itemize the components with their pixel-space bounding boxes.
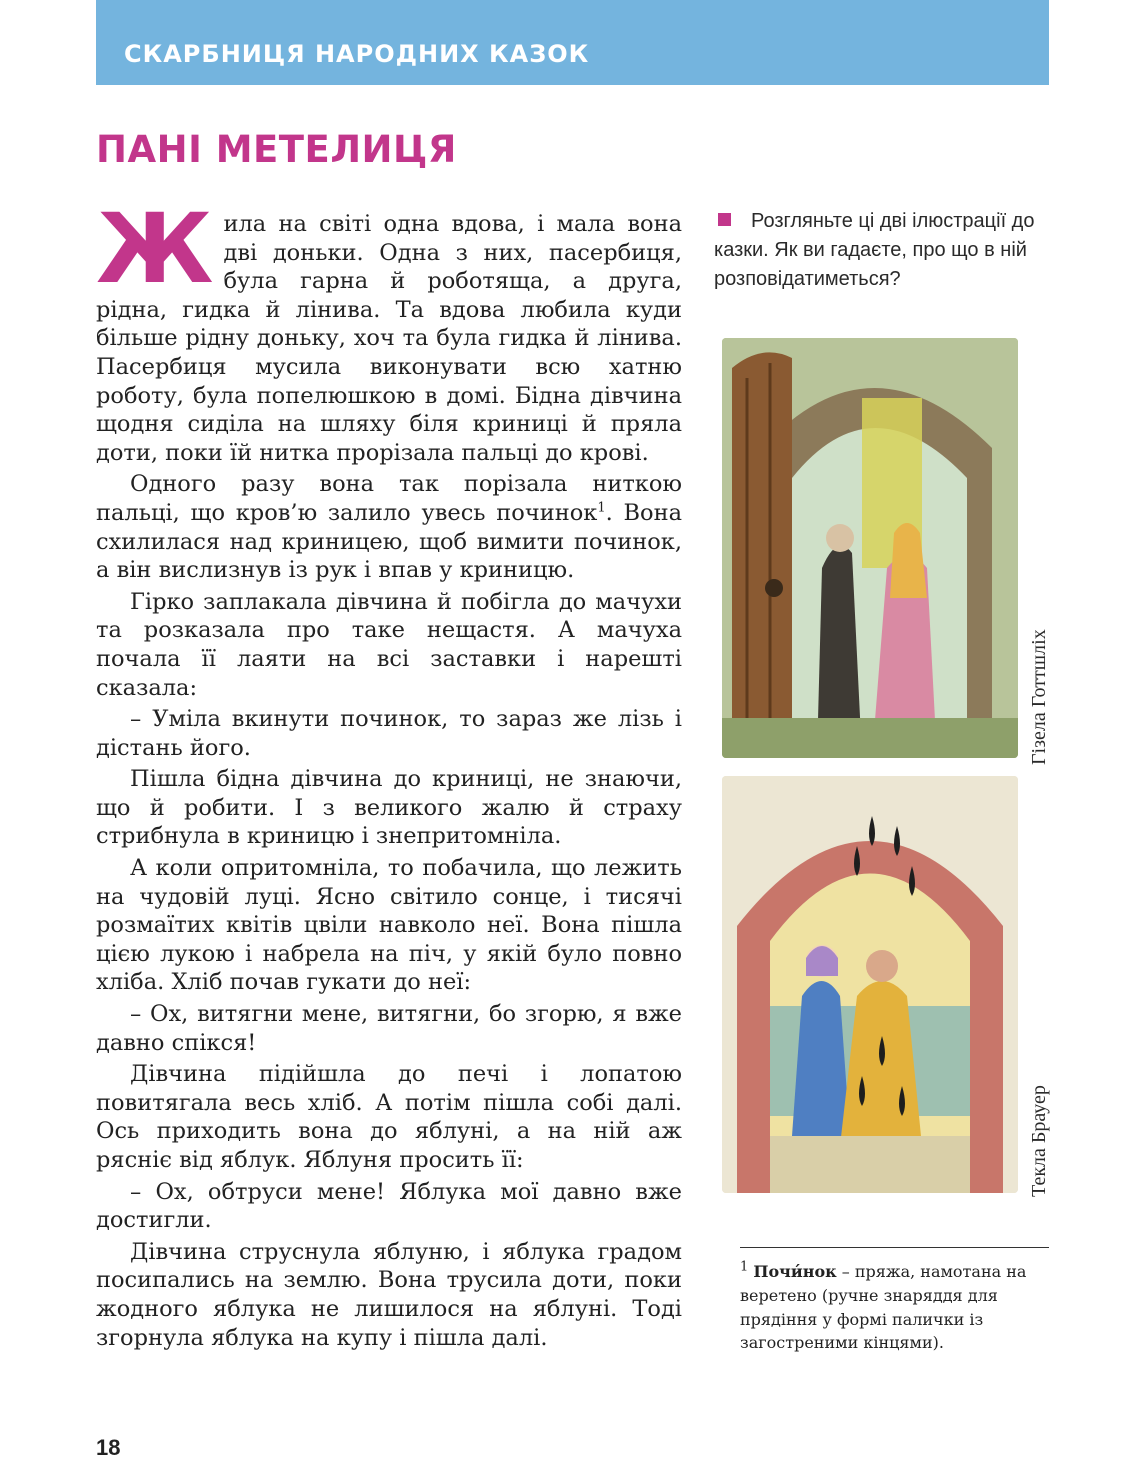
- story-paragraph: Дівчина струснула яблуню, і яблука градом посипались на землю. Вона трусила доти, поки жодного яблука не лишилося на яблуні. Тоді згорнула яблука на купу і пішла далі.: [96, 1238, 682, 1351]
- footnote-definition: – пряжа, намотана на веретено (ручне знаряддя для прядіння у формі палички із загостреними кінцями).: [740, 1262, 1027, 1353]
- story-paragraph: Жила на світі одна вдова, і мала вона дві доньки. Одна з них, пасербиця, була гарна й роботяща, а друга, рідна, гидка й лінива. Та вдова любила куди більше рідну доньку, хоч та була гидка й лінива. Пасербиця мусила виконувати всю хатню роботу, була попелюшкою в домі. Бідна дівчина щодня сиділа на шляху біля криниці й пряла доти, поки їй нитка прорізала пальці до крові.: [96, 193, 682, 466]
- story-dialogue: – Ох, витягни мене, витягни, бо згорю, я вже давно спікся!: [96, 1001, 682, 1056]
- footnote-divider: [740, 1247, 1049, 1248]
- story-text: [96, 193, 683, 1355]
- illustration-question: Розгляньте ці дві ілюстрації до казки. Як ви гадаєте, про що в ній розповідатиметься?: [714, 210, 1035, 290]
- illustration-2-drawing: [722, 776, 1018, 1193]
- illustration-1-drawing: [722, 338, 1018, 758]
- story-dialogue: – Уміла вкинути починок, то зараз же лізь і дістань його.: [96, 706, 682, 761]
- story-paragraph: Пішла бідна дівчина до криниці, не знаючи, що й робити. І з великого жалю й страху стрибнула в криницю і знепритомніла.: [96, 766, 682, 850]
- section-title: СКАРБНИЦЯ НАРОДНИХ КАЗОК: [124, 40, 590, 68]
- story-dialogue: – Ох, обтруси мене! Яблука мої давно вже достигли.: [96, 1178, 682, 1234]
- footnote-term: Почи́нок: [753, 1262, 837, 1281]
- footnote: [740, 1260, 1050, 1355]
- story-paragraph: Одного разу вона так порізала ниткою пальці, що кров’ю залило увесь починок$^1$. Вона схилилася над криницею, щоб вимити починок, а він вислизнув із рук і впав у криницю.: [96, 471, 683, 584]
- story-paragraph: Гірко заплакала дівчина й побігла до мачухи та розказала про таке нещастя. А мачуха почала її лаяти на всі заставки і нарешті сказала:: [96, 588, 682, 701]
- footnote-reference[interactable]: 1: [597, 500, 606, 516]
- story-title: ПАНІ МЕТЕЛИЦЯ: [96, 128, 457, 171]
- illustration-well-door: [722, 338, 1018, 758]
- footnote-marker: 1: [740, 1259, 749, 1275]
- square-bullet-icon: [718, 213, 731, 226]
- story-paragraph: Дівчина підійшла до печі і лопатою повитягала весь хліб. А потім пішла собі далі. Ось приходить вона до яблуні, а на ній аж рясніє від яблук. Яблуня просить її:: [96, 1061, 682, 1173]
- illustration-arch-tar: [722, 776, 1018, 1193]
- section-header-bar: [96, 0, 1049, 85]
- drop-cap: Ж: [96, 193, 214, 305]
- illustration-1-credit: Гізела Готтшліх: [1028, 629, 1050, 765]
- illustration-2-credit: Текла Брауер: [1028, 1085, 1050, 1197]
- page-number: 18: [96, 1435, 121, 1460]
- story-paragraph: А коли опритомніла, то побачила, що лежить на чудовій луці. Ясно світило сонце, і тисячі розмаїтих квітів цвіли навколо неї. Вона пішла цією лукою і набрела на піч, у якій було повно хліба. Хліб почав гукати до неї:: [96, 855, 682, 996]
